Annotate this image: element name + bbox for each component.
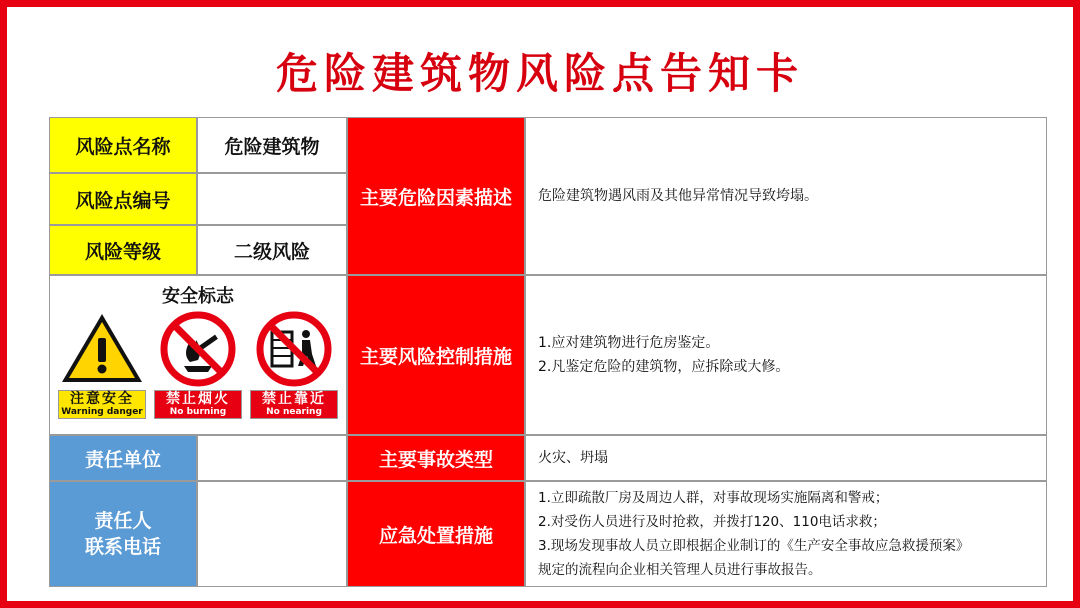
accident-type-label: 主要事故类型	[347, 435, 525, 481]
sign-en-label: No burning	[169, 407, 227, 417]
sign-en-label: No nearing	[266, 407, 322, 417]
emergency-line: 规定的流程向企业相关管理人员进行事故报告。	[538, 562, 822, 578]
responsible-unit-label: 责任单位	[49, 435, 197, 481]
safety-signs-panel	[49, 275, 347, 435]
risk-control-line: 1.应对建筑物进行危房鉴定。	[538, 335, 720, 351]
risk-code-label: 风险点编号	[49, 173, 197, 225]
risk-table	[41, 109, 1039, 587]
responsible-person-label-line1: 责任人	[94, 510, 152, 532]
hazard-description-label: 主要危险因素描述	[347, 117, 525, 275]
no-burning-icon	[154, 310, 242, 388]
risk-control-line: 2.凡鉴定危险的建筑物，应拆除或大修。	[538, 359, 790, 375]
safety-signs-title: 安全标志	[162, 286, 234, 307]
sign-plate	[58, 390, 146, 419]
accident-type-text: 火灾、坍塌	[525, 435, 1047, 481]
sign-cn-label: 注意安全	[70, 391, 134, 407]
sign-en-label: Warning danger	[61, 407, 143, 417]
sign-no-nearing	[250, 310, 338, 419]
risk-control-text	[525, 275, 1047, 435]
emergency-line: 3.现场发现事故人员立即根据企业制订的《生产安全事故应急救援预案》	[538, 538, 970, 554]
responsible-person-value	[197, 481, 347, 587]
sign-cn-label: 禁止烟火	[166, 391, 230, 407]
risk-control-label: 主要风险控制措施	[347, 275, 525, 435]
hazard-description-text: 危险建筑物遇风雨及其他异常情况导致垮塌。	[525, 117, 1047, 275]
sign-no-burning	[154, 310, 242, 419]
responsible-unit-value	[197, 435, 347, 481]
sign-warning-danger	[58, 310, 146, 419]
emergency-measures-text	[525, 481, 1047, 587]
responsible-person-label-line2: 联系电话	[84, 536, 161, 558]
no-nearing-icon	[250, 310, 338, 388]
sign-cn-label: 禁止靠近	[262, 391, 326, 407]
emergency-line: 2.对受伤人员进行及时抢救，并拨打120、110电话求救；	[538, 514, 886, 530]
risk-level-label: 风险等级	[49, 225, 197, 275]
risk-name-value: 危险建筑物	[197, 117, 347, 173]
risk-code-value	[197, 173, 347, 225]
emergency-line: 1.立即疏散厂房及周边人群，对事故现场实施隔离和警戒；	[538, 490, 889, 506]
responsible-person-label	[49, 481, 197, 587]
risk-name-label: 风险点名称	[49, 117, 197, 173]
card-title: 危险建筑物风险点告知卡	[275, 49, 804, 98]
sign-plate	[154, 390, 242, 419]
risk-level-value: 二级风险	[197, 225, 347, 275]
warning-triangle-icon	[58, 310, 146, 388]
sign-plate	[250, 390, 338, 419]
emergency-measures-label: 应急处置措施	[347, 481, 525, 587]
